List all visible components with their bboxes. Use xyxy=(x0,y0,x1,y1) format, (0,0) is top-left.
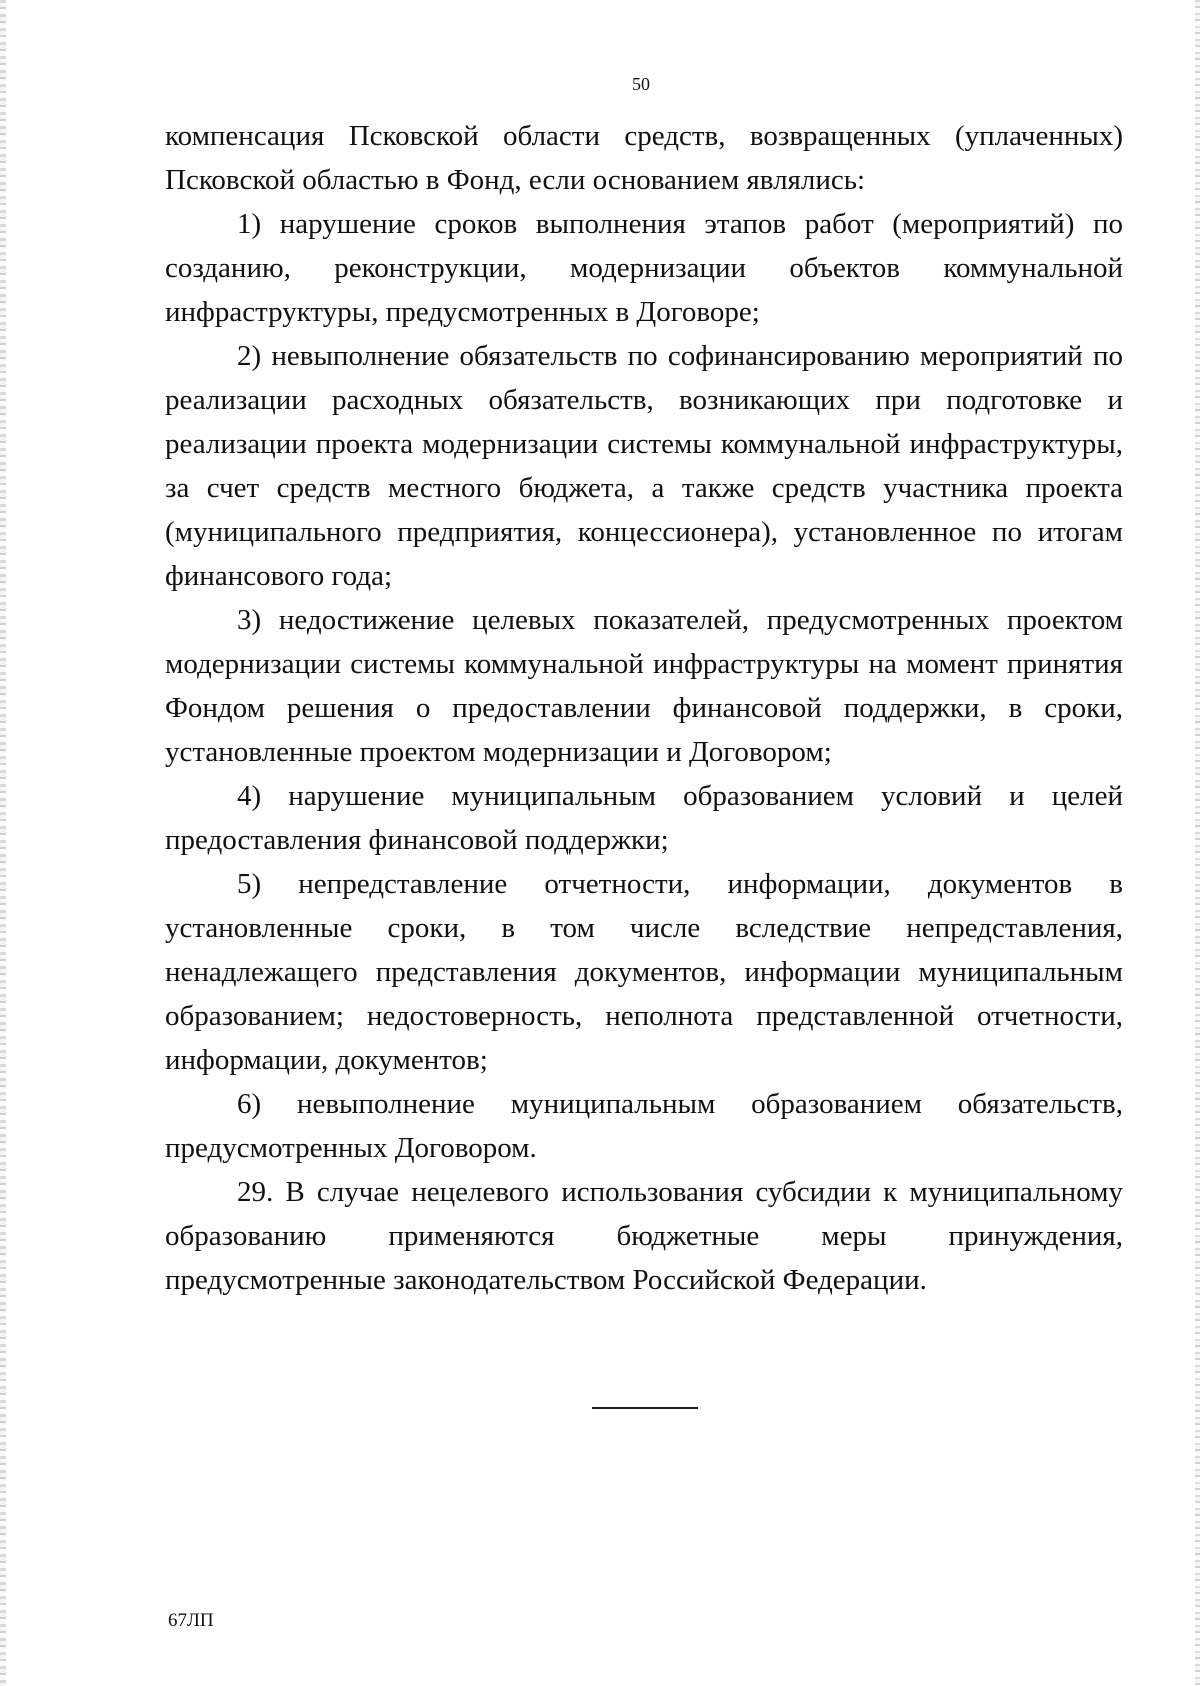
list-item-4: 4) нарушение муниципальным образованием условий и целей предоставления финансовой поддержки; xyxy=(165,780,1123,856)
list-item-6: 6) невыполнение муниципальным образованием обязательств, предусмотренных Договором. xyxy=(165,1088,1123,1164)
list-item-3: 3) недостижение целевых показателей, предусмотренных проектом модернизации системы коммунальной инфраструктуры на момент принятия Фондом решения о предоставлении финансовой поддержки, в сроки, установленные проектом модернизации и Договором; xyxy=(165,604,1123,768)
list-item-2: 2) невыполнение обязательств по софинансированию мероприятий по реализации расходных обязательств, возникающих при подготовке и реализации проекта модернизации системы коммунальной инфраструктуры, за счет средств местного бюджета, а также средств участника проекта (муниципального предприятия, концессионера), установленное по итогам финансового года; xyxy=(165,340,1123,592)
document-code: 67ЛП xyxy=(168,1610,214,1631)
page-number: 50 xyxy=(632,74,650,94)
list-item-1: 1) нарушение сроков выполнения этапов работ (мероприятий) по созданию, реконструкции, модернизации объектов коммунальной инфраструктуры, предусмотренных в Договоре; xyxy=(165,208,1123,328)
scan-edge-right xyxy=(1195,0,1200,1686)
end-separator-line xyxy=(592,1407,698,1409)
paragraph-continuation: компенсация Псковской области средств, возвращенных (уплаченных) Псковской областью в Фонд, если основанием являлись: xyxy=(165,120,1123,196)
scan-edge-left xyxy=(0,0,6,1686)
clause-29: 29. В случае нецелевого использования субсидии к муниципальному образованию применяются бюджетные меры принуждения, предусмотренные законодательством Российской Федерации. xyxy=(165,1176,1123,1296)
list-item-5: 5) непредставление отчетности, информации, документов в установленные сроки, в том числе вследствие непредставления, ненадлежащего представления документов, информации муниципальным образованием; недостоверность, неполнота представленной отчетности, информации, документов; xyxy=(165,868,1123,1076)
document-body xyxy=(165,114,1123,1302)
